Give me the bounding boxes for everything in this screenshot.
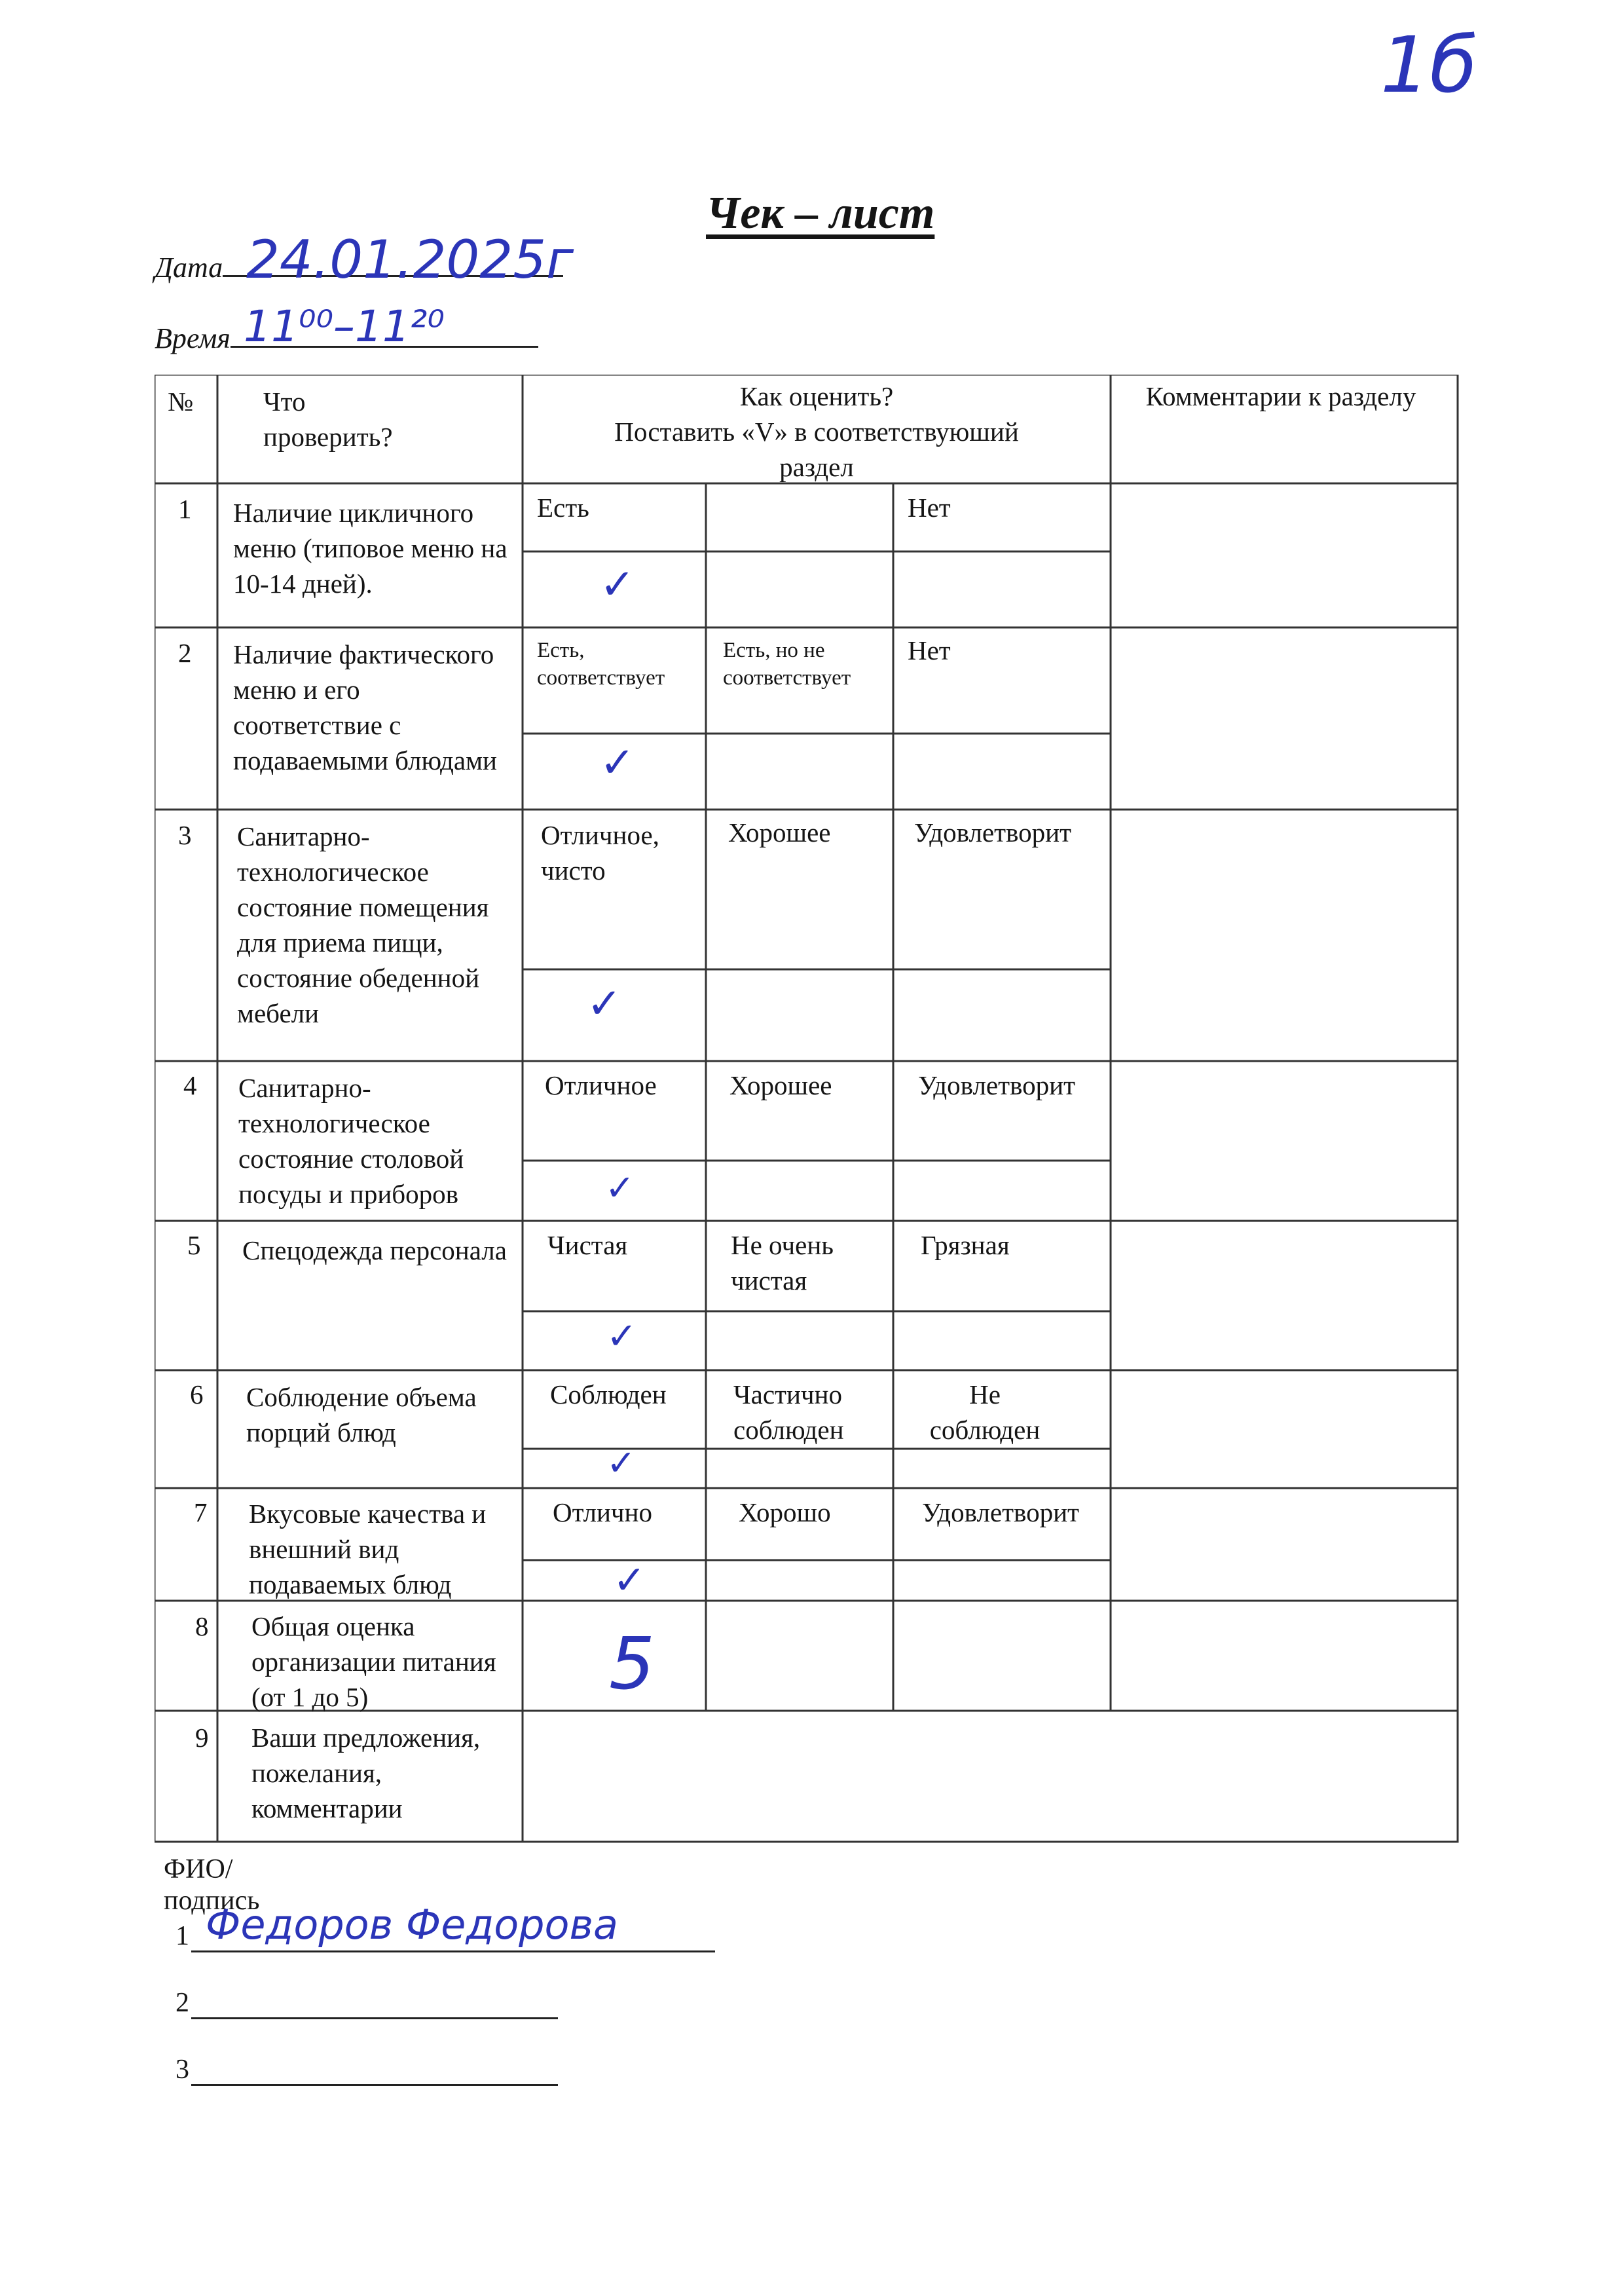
date-value: 24.01.2025г — [246, 229, 574, 290]
row-7-checkmark: ✓ — [613, 1558, 646, 1603]
page-number-handwritten: 1б — [1380, 20, 1477, 110]
row-6-option-3: Не соблюден — [929, 1379, 1041, 1445]
row-3-option-2: Хорошее — [728, 817, 831, 848]
row-6-option-2: Частично соблюден — [733, 1379, 844, 1445]
header-how — [523, 379, 1111, 485]
row-2-number: 2 — [178, 638, 192, 668]
signature-1-handwritten: Федоров Федорова — [206, 1901, 618, 1949]
row-4-option-1: Отличное — [545, 1070, 657, 1100]
row-5-option-1: Чистая — [547, 1230, 628, 1260]
row-3-option-3: Удовлетворит — [914, 817, 1071, 848]
row-2-option-2: Есть, но не соответствует — [723, 639, 851, 690]
row-2-item: Наличие фактического меню и его соответствие с подаваемыми блюдами — [233, 639, 497, 775]
row-8-number: 8 — [195, 1611, 209, 1641]
row-3-checkmark: ✓ — [587, 980, 622, 1028]
row-6-option-1: Соблюден — [550, 1379, 667, 1409]
header-comments: Комментарии к разделу — [1145, 381, 1416, 411]
header-how-line3: раздел — [779, 452, 854, 482]
row-5-number: 5 — [187, 1230, 201, 1260]
signature-line-3 — [191, 2053, 558, 2086]
row-7-option-3: Удовлетворит — [922, 1497, 1079, 1527]
row-1-checkmark: ✓ — [600, 561, 635, 609]
time-label: Время — [155, 322, 231, 354]
date-label: Дата — [155, 252, 223, 284]
page-title: Чек – лист — [706, 188, 935, 238]
row-1-number: 1 — [178, 494, 192, 524]
row-7-number: 7 — [194, 1497, 208, 1527]
header-how-line1: Как оценить? — [739, 381, 894, 411]
signature-line-3-number: 3 — [175, 2055, 189, 2085]
row-7-item: Вкусовые качества и внешний вид подаваемых блюд — [249, 1499, 487, 1599]
header-how-line2: Поставить «V» в соответствуюший — [614, 417, 1019, 447]
signature-line-2-number: 2 — [175, 1988, 189, 2018]
row-6-item: Соблюдение объема порций блюд — [246, 1382, 477, 1447]
row-5-option-3: Грязная — [921, 1230, 1010, 1260]
signatures-label: ФИО/подпись — [164, 1854, 260, 1916]
row-4-option-2: Хорошее — [729, 1070, 832, 1100]
row-3-item: Санитарно-технологическое состояние помещения для приема пищи, состояние обеденной мебели — [237, 821, 489, 1028]
time-value: 11⁰⁰–11²⁰ — [244, 301, 445, 352]
row-9-item: Ваши предложения, пожелания, комментарии — [251, 1723, 481, 1823]
row-7-option-2: Хорошо — [739, 1497, 831, 1527]
row-5-item: Спецодежда персонала — [242, 1235, 507, 1265]
row-2-option-3: Нет — [908, 635, 951, 665]
row-3-option-1: Отличное, чисто — [541, 820, 659, 886]
row-4-checkmark: ✓ — [605, 1167, 635, 1208]
row-8-item: Общая оценка организации питания (от 1 до 5) — [251, 1611, 496, 1712]
header-number: № — [168, 386, 194, 417]
row-4-option-3: Удовлетворит — [918, 1070, 1075, 1100]
row-1-option-3: Нет — [908, 493, 951, 523]
row-5-option-2: Не очень чистая — [731, 1230, 834, 1296]
row-3-number: 3 — [178, 820, 192, 850]
row-6-checkmark: ✓ — [606, 1442, 637, 1483]
signature-line-2 — [191, 1986, 558, 2019]
row-4-number: 4 — [183, 1070, 197, 1100]
row-8-score: 5 — [609, 1622, 655, 1706]
header-what: Что проверить? — [263, 386, 393, 452]
row-1-item: Наличие цикличного меню (типовое меню на 10-14 дней). — [233, 498, 507, 599]
row-7-option-1: Отлично — [553, 1497, 652, 1527]
row-2-checkmark: ✓ — [600, 739, 635, 787]
row-6-number: 6 — [190, 1379, 204, 1409]
row-4-item: Санитарно-технологическое состояние столовой посуды и приборов — [238, 1073, 464, 1209]
row-5-checkmark: ✓ — [606, 1315, 637, 1358]
row-9-number: 9 — [195, 1723, 209, 1753]
row-2-option-1: Есть, соответствует — [537, 639, 665, 690]
signature-line-1-number: 1 — [175, 1921, 189, 1951]
row-1-option-1: Есть — [537, 493, 589, 523]
